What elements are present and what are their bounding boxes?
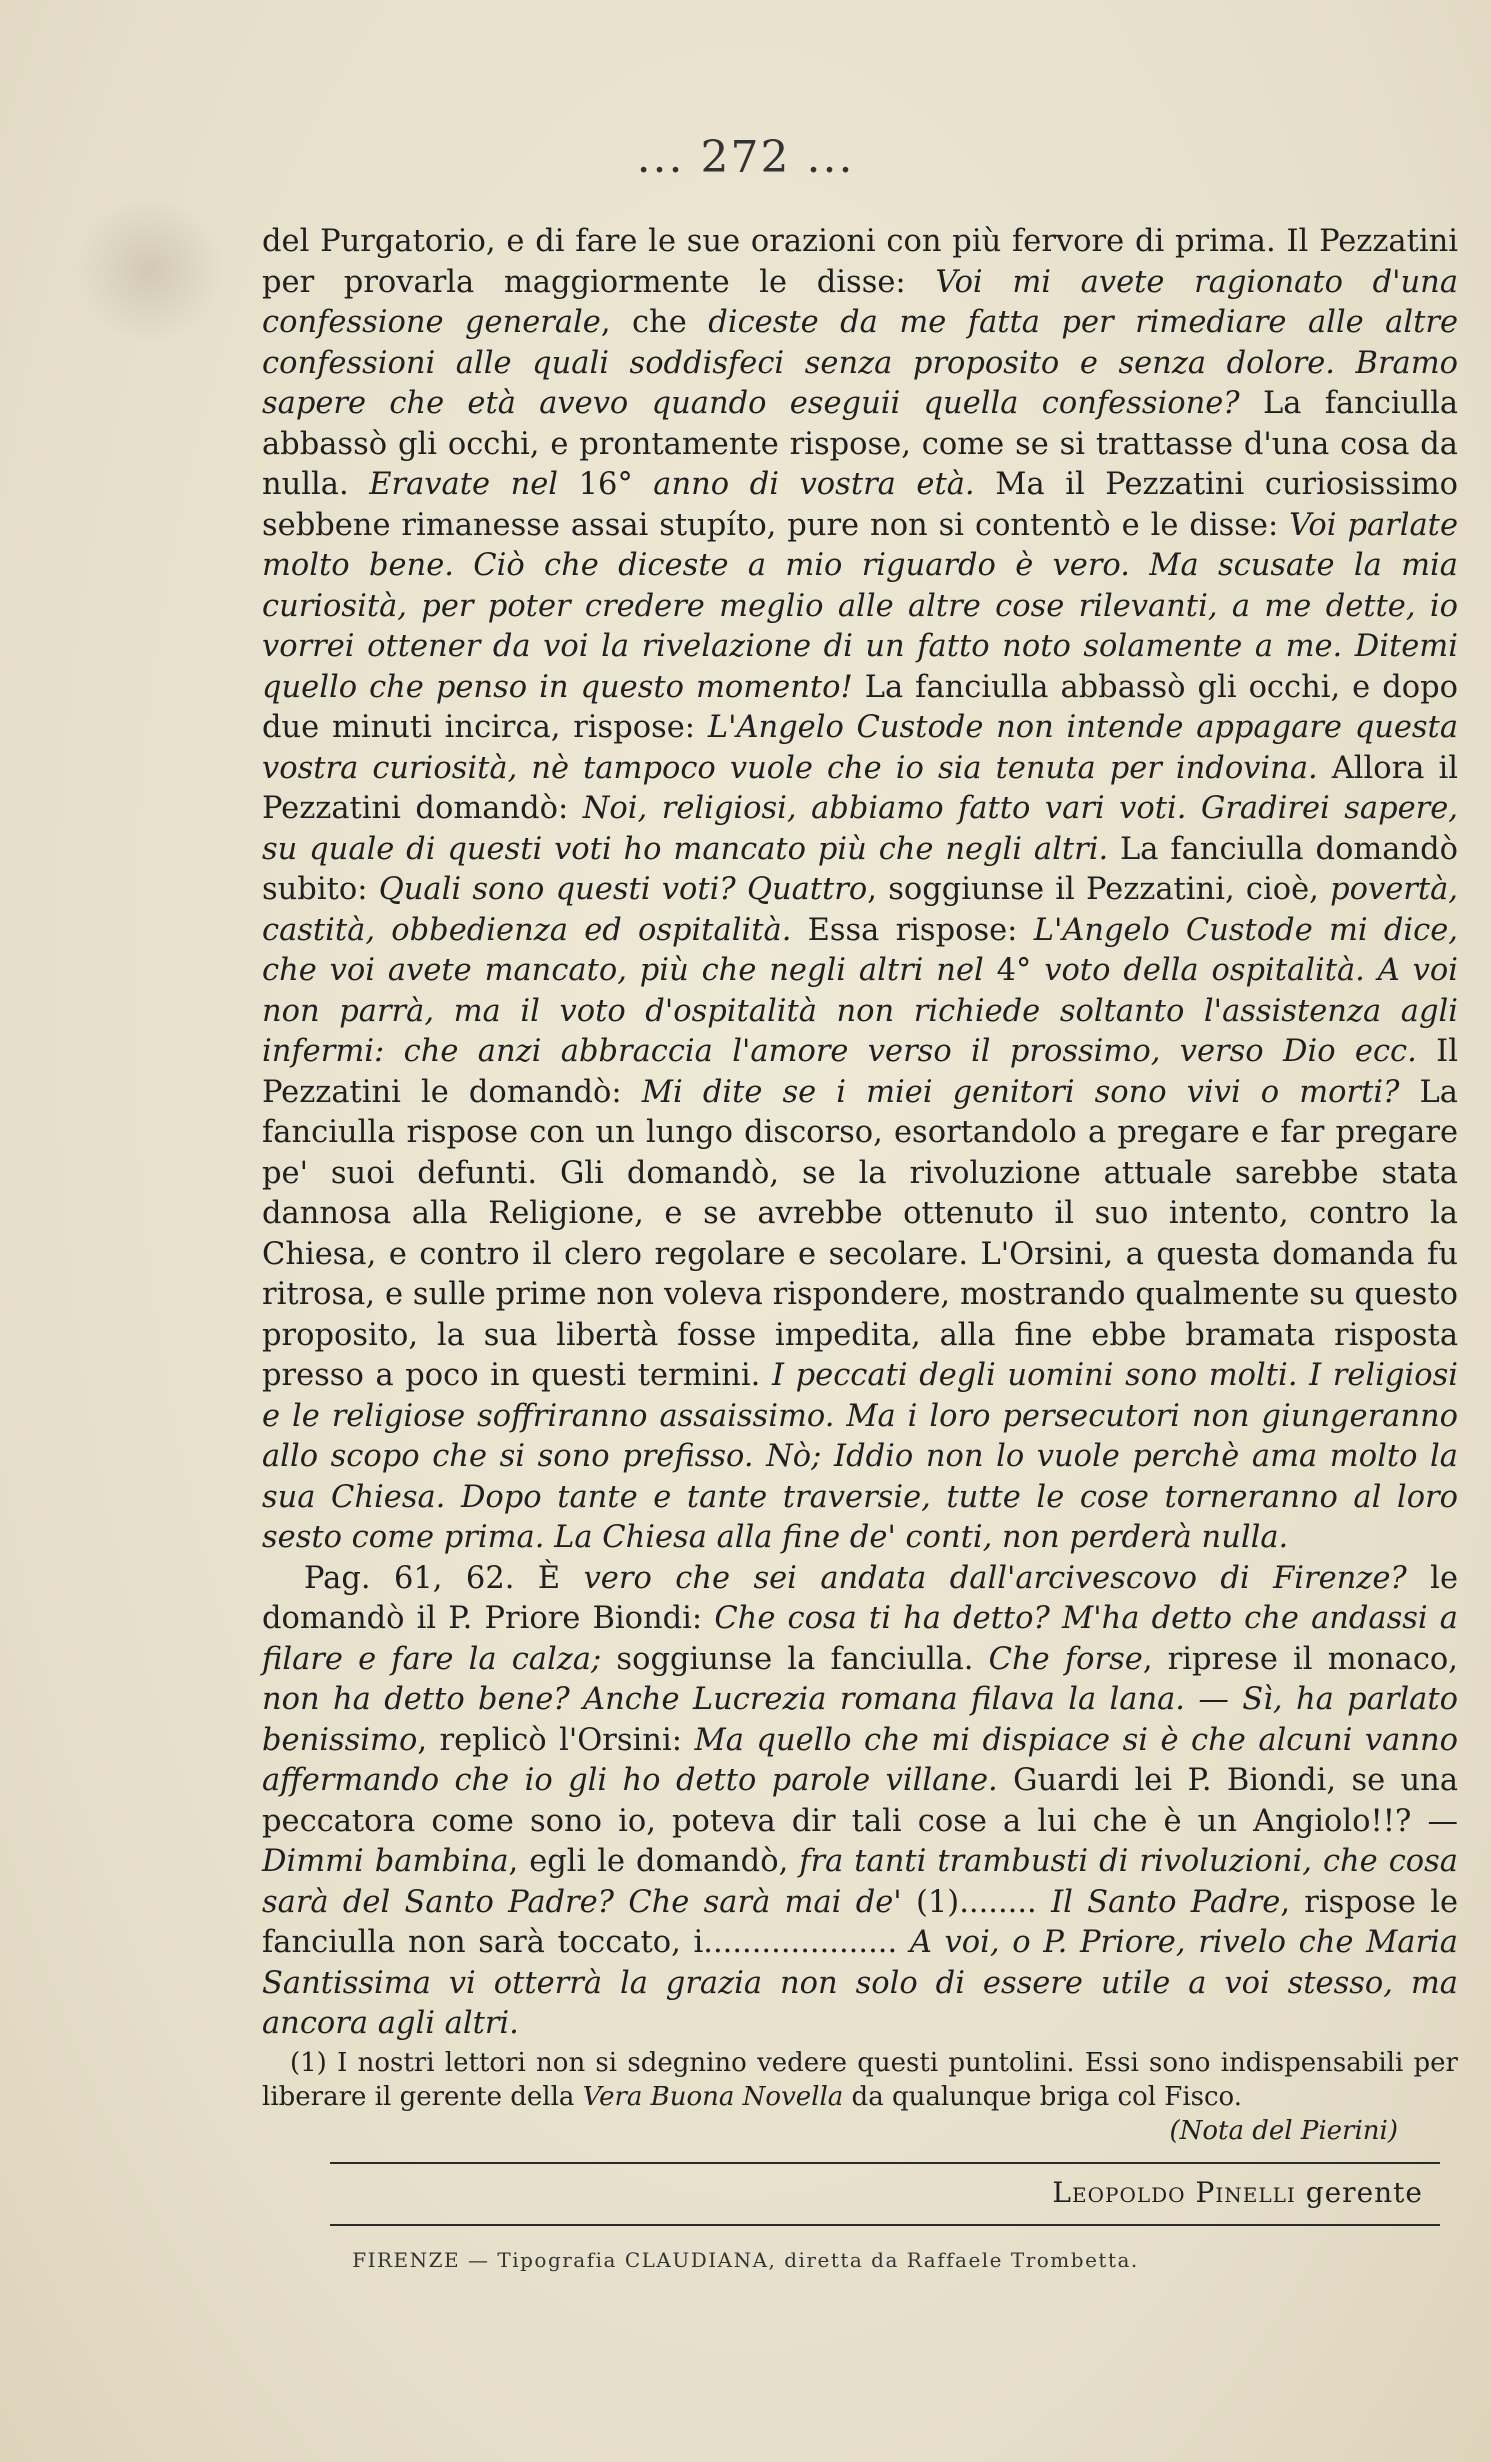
paragraph-2-italic-run: Che forse bbox=[988, 1641, 1143, 1677]
paragraph-1-roman-run: del Purgatorio, e di fare le sue orazioni con più fervore di prima. Il Pezzatini per provarla maggiormente le disse: bbox=[262, 224, 1458, 300]
paragraph-2-italic-run: Dimmi bambina bbox=[262, 1844, 509, 1879]
footnote-roman-run: (1) I nostri lettori non si sdegnino vedere questi puntolini. Essi sono indispensabili per liberare il gerente della bbox=[262, 2048, 1458, 2112]
paragraph-2-roman-run: Guardi lei P. Biondi, se una peccatora come sono io, poteva dir tali cose a lui che è un Angiolo!!? — bbox=[262, 1763, 1459, 1839]
paragraph-1-italic-run: L'Angelo Custode mi dice, che voi avete mancato, più che negli altri nel bbox=[262, 912, 1458, 988]
paragraph-2-roman-run: le domandò il P. Priore Biondi: bbox=[262, 1560, 1458, 1636]
paragraph-2-roman-run: , egli le domandò, bbox=[508, 1844, 800, 1879]
paragraph-1-italic-run: Voi mi avete ragionato d'una confessione generale bbox=[262, 264, 1458, 340]
printer-imprint: FIRENZE — Tipografia CLAUDIANA, diretta da Raffaele Trombetta. bbox=[352, 2248, 1139, 2272]
paragraph-1-italic-run: povertà, castità, obbedienza ed ospitalità. bbox=[262, 872, 1458, 948]
paragraph-1-roman-run: Allora il Pezzatini domandò: bbox=[262, 750, 1458, 826]
paragraph-2-italic-run: fra tanti trambusti di rivoluzioni, che cosa sarà del Santo Padre? Che sarà mai de' bbox=[262, 1844, 1458, 1920]
paragraph-1-italic-run: I peccati degli uomini sono molti. I religiosi e le religiose soffriranno assaissimo. Ma i loro persecutori non giungeranno allo scopo che si sono prefisso. Nò; Iddio non lo vuole perchè ama molto la sua Chiesa. Dopo tante e tante traversie, tutte le cose torneranno al loro sesto come prima. La Chiesa alla fine de' conti, non perderà nulla. bbox=[262, 1358, 1458, 1555]
paragraph-1-italic-run: L'Angelo Custode non intende appagare questa vostra curiosità, nè tampoco vuole che io sia tenuta per indovina. bbox=[262, 710, 1458, 786]
paragraph-1-roman-run: , soggiunse il Pezzatini, cioè, bbox=[867, 872, 1331, 907]
paragraph-2-roman-run: Pag. 61, 62. È bbox=[304, 1560, 584, 1596]
divider-top bbox=[330, 2162, 1440, 2164]
footnote bbox=[262, 2046, 1458, 2148]
paragraph-1-italic-run: voto della ospitalità. A voi non parrà, ma il voto d'ospitalità non richiede soltanto l'assistenza agli infermi: che anzi abbraccia l'amore verso il prossimo, verso Dio ecc. bbox=[262, 953, 1459, 1069]
footnote-text bbox=[262, 2046, 1458, 2114]
paragraph-2-roman-run: , riprese il monaco, bbox=[1142, 1641, 1458, 1677]
paragraph-2-italic-run: Il Santo Padre bbox=[1051, 1884, 1281, 1920]
paper-stain bbox=[70, 200, 230, 340]
gerente-line bbox=[1052, 2176, 1423, 2209]
paragraph-2 bbox=[262, 1559, 1458, 2045]
paragraph-1-italic-run: Noi, religiosi, abbiamo fatto vari voti. Gradirei sapere, su quale di questi voti ho mancato più che negli altri. bbox=[262, 791, 1458, 867]
paragraph-1-italic-run: Quali sono questi voti? Quattro bbox=[378, 872, 868, 907]
gerente-name: Leopoldo Pinelli bbox=[1052, 2176, 1296, 2209]
page-number: ... 272 ... bbox=[636, 132, 855, 183]
divider-bottom bbox=[330, 2224, 1440, 2226]
paragraph-2-italic-run: non ha detto bene? Anche Lucrezia romana filava la lana. — Sì, ha parlato benissimo bbox=[262, 1682, 1458, 1758]
paragraph-1-italic-run: anno di vostra età. bbox=[653, 467, 975, 502]
gerente-role: gerente bbox=[1305, 2176, 1423, 2209]
paragraph-1-italic-run: Eravate nel bbox=[369, 467, 559, 502]
paragraph-2-roman-run: , rispose le fanciulla non sarà toccato, i.................... bbox=[262, 1884, 1458, 1960]
paragraph-1-roman-run: , che bbox=[600, 305, 709, 340]
paragraph-1-roman-run: La fanciulla abbassò gli occhi, e dopo due minuti incirca, rispose: bbox=[262, 669, 1459, 745]
paragraph-1-roman-run: 16° bbox=[558, 467, 654, 502]
footnote-roman-run: da qualunque briga col Fisco. bbox=[843, 2082, 1243, 2112]
paragraph-1-roman-run: Il Pezzatini le domandò: bbox=[262, 1034, 1458, 1110]
paragraph-2-italic-run: Ma quello che mi dispiace si è che alcuni vanno affermando che io gli ho detto parole villane. bbox=[262, 1722, 1458, 1798]
paragraph-1 bbox=[262, 222, 1458, 1559]
paragraph-2-roman-run: (1)........ bbox=[901, 1884, 1052, 1920]
paragraph-2-italic-run: Che cosa ti ha detto? M'ha detto che andassi a filare e fare la calza; bbox=[262, 1601, 1458, 1677]
paragraph-1-roman-run: Ma il Pezzatini curiosissimo sebbene rimanesse assai stupíto, pure non si contentò e le disse: bbox=[262, 467, 1458, 543]
paragraph-1-roman-run: La fanciulla rispose con un lungo discorso, esortandolo a pregare e far pregare pe' suoi defunti. Gli domandò, se la rivoluzione attuale sarebbe stata dannosa alla Religione, e se avrebbe ottenuto il suo intento, contro la Chiesa, e contro il clero regolare e secolare. L'Orsini, a questa domanda fu ritrosa, e sulle prime non voleva rispondere, mostrando qualmente su questo proposito, la sua libertà fosse impedita, alla fine ebbe bramata risposta presso a poco in questi termini. bbox=[262, 1074, 1458, 1393]
body-text bbox=[262, 222, 1458, 2045]
footnote-signature: (Nota del Pierini) bbox=[1169, 2116, 1398, 2146]
paragraph-2-italic-run: A voi, o P. Priore, rivelo che Maria Santissima vi otterrà la grazia non solo di essere utile a voi stesso, ma ancora agli altri. bbox=[262, 1925, 1458, 2041]
paragraph-1-italic-run: Voi parlate molto bene. Ciò che diceste a mio riguardo è vero. Ma scusate la mia curiosità, per poter credere meglio alle altre cose rilevanti, a me dette, io vorrei ottener da voi la rivelazione di un fatto noto solamente a me. Ditemi quello che penso in questo momento! bbox=[262, 507, 1458, 705]
paragraph-2-italic-run: vero che sei andata dall'arcivescovo di Firenze? bbox=[583, 1560, 1407, 1596]
paragraph-2-roman-run: , replicò l'Orsini: bbox=[417, 1722, 695, 1758]
paragraph-1-roman-run: La fanciulla domandò subito: bbox=[262, 831, 1458, 907]
paragraph-1-italic-run: diceste da me fatta per rimediare alle altre confessioni alle quali soddisfeci senza proposito e senza dolore. Bramo sapere che età avevo quando eseguii quella confessione? bbox=[262, 305, 1458, 421]
paragraph-1-italic-run: Mi dite se i miei genitori sono vivi o morti? bbox=[641, 1074, 1400, 1110]
paragraph-1-roman-run: 4° bbox=[983, 953, 1045, 988]
paragraph-2-roman-run: soggiunse la fanciulla. bbox=[601, 1641, 989, 1677]
footnote-italic-run: Vera Buona Novella bbox=[582, 2082, 844, 2112]
paragraph-1-roman-run: Essa rispose: bbox=[791, 912, 1034, 948]
paragraph-1-roman-run: La fanciulla abbassò gli occhi, e prontamente rispose, come se si trattasse d'una cosa da nulla. bbox=[262, 386, 1459, 502]
